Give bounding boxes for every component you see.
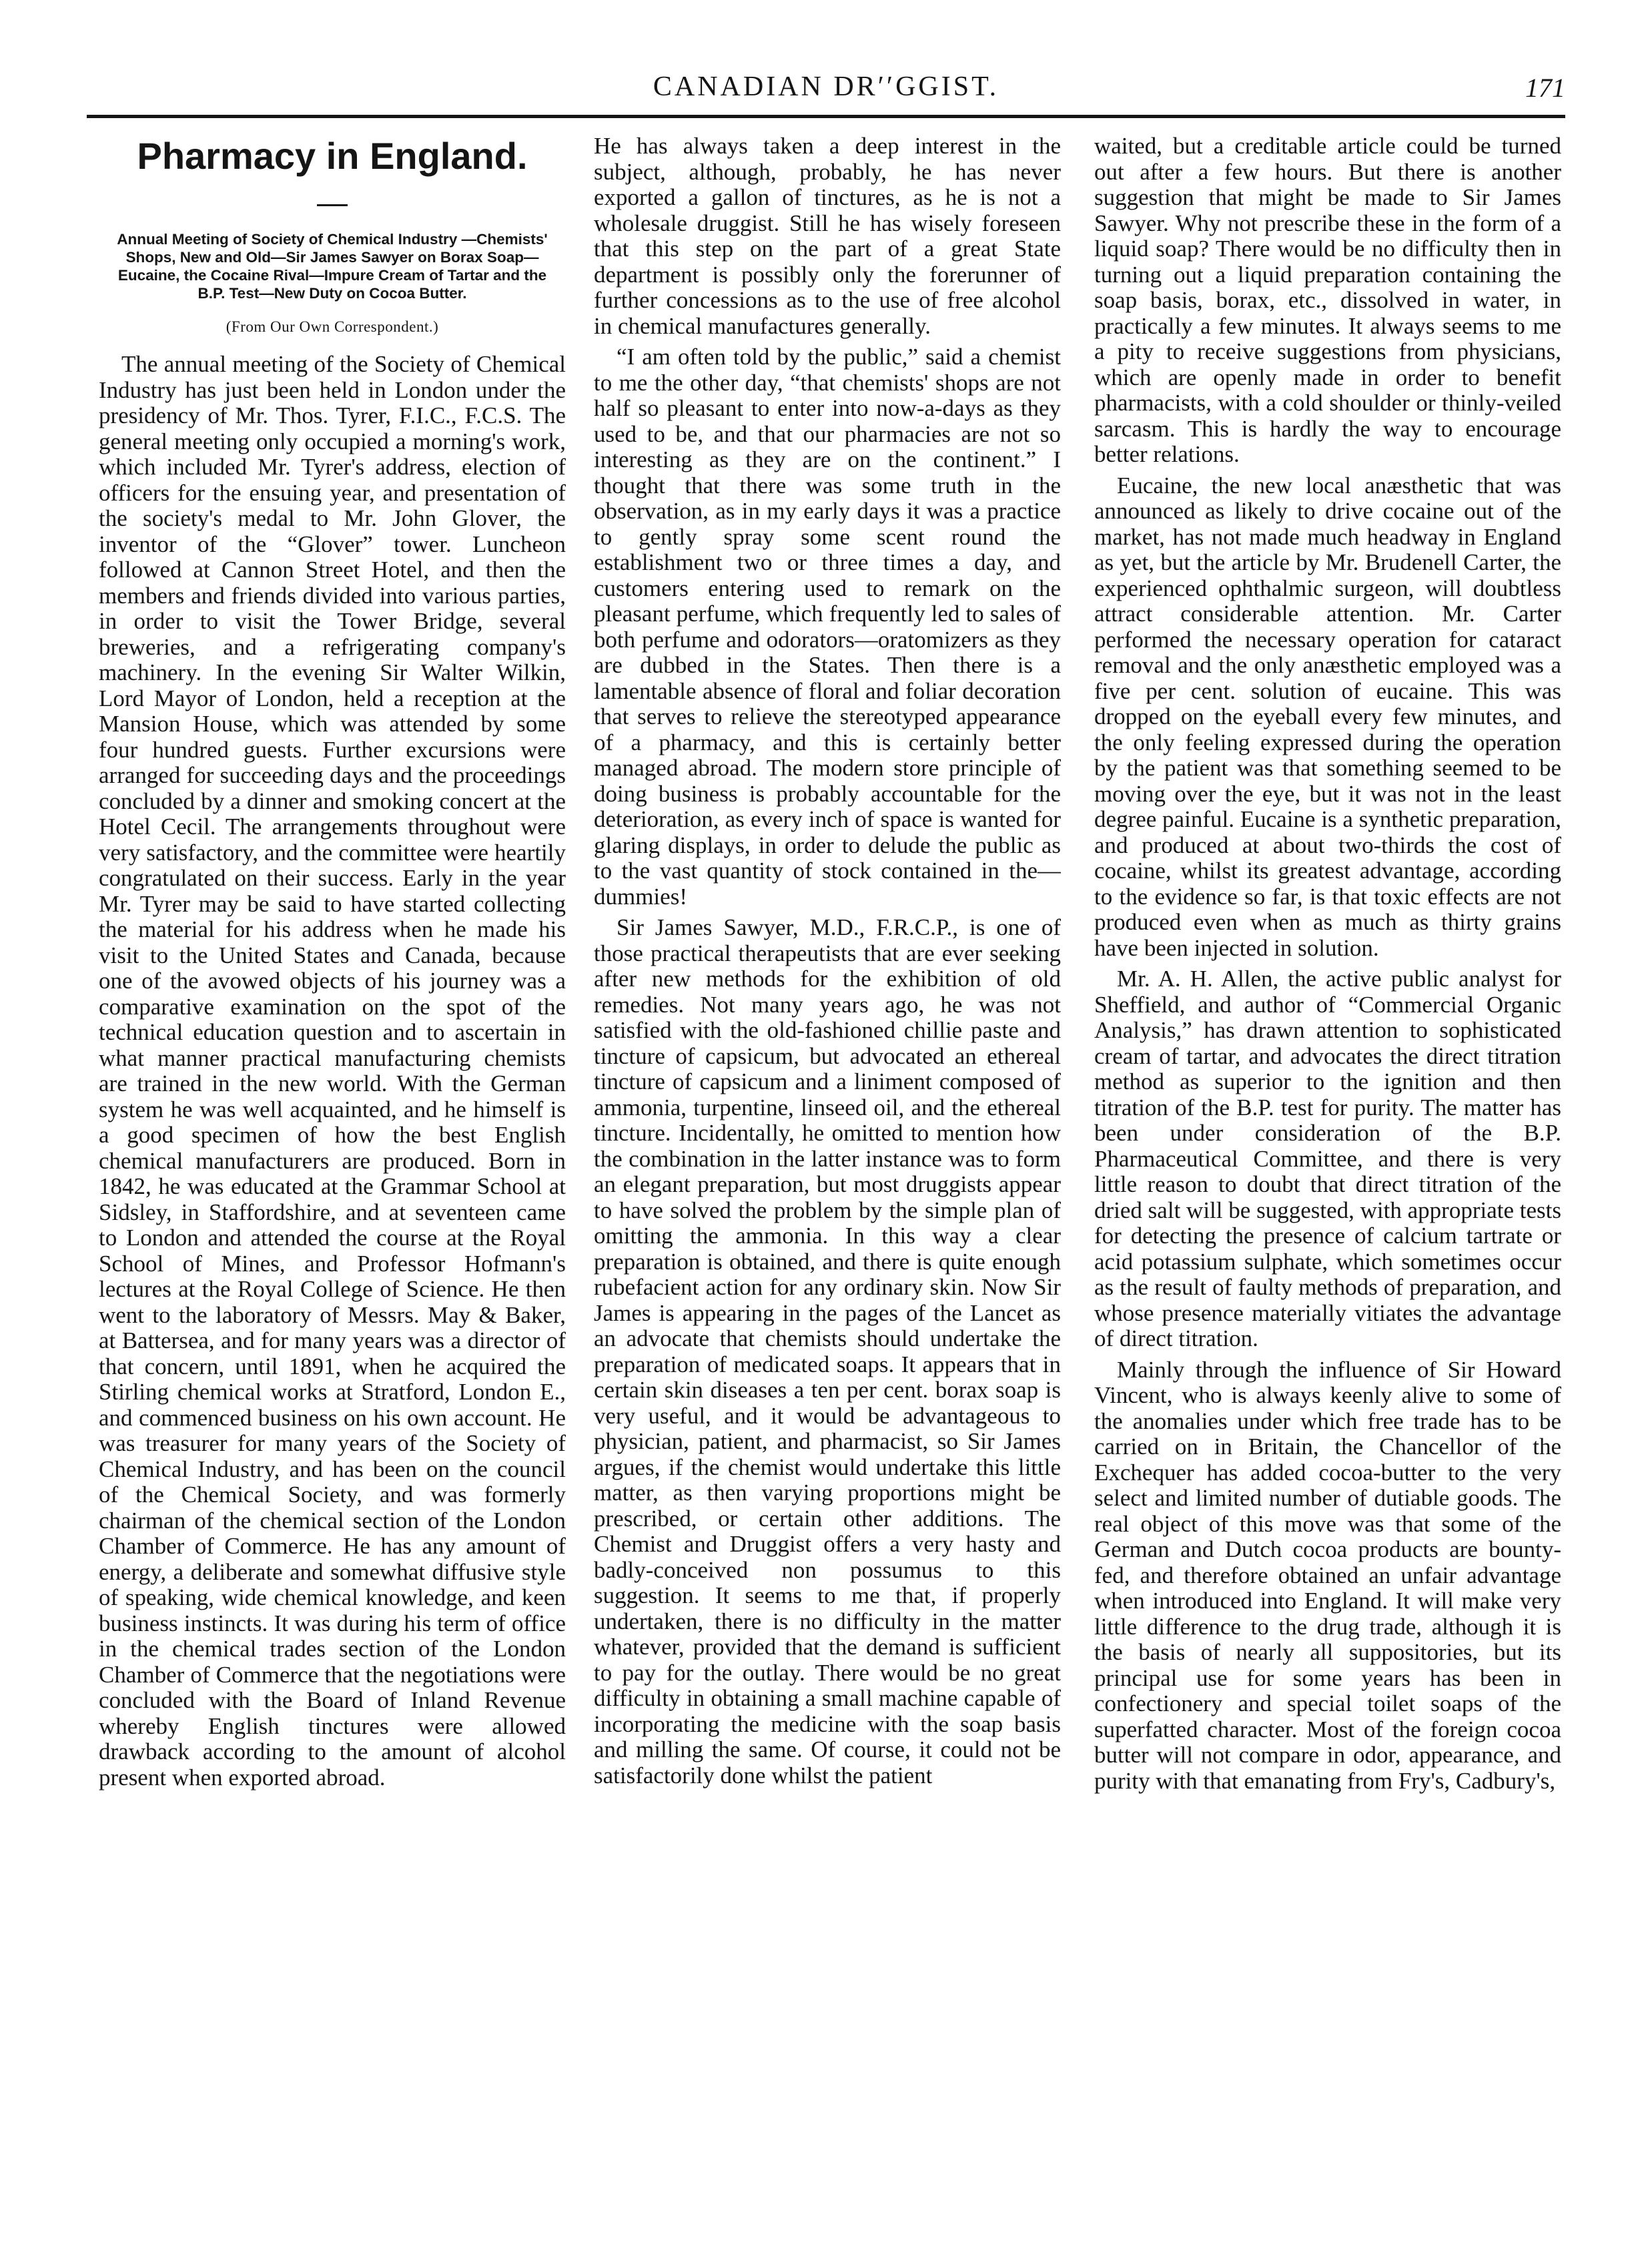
paragraph: Eucaine, the new local anæsthetic that was announced as likely to drive cocaine out of the market, has not made much headway in England as yet, but the article by Mr. Brudenell Carter, the experienced ophthalmic surgeon, will doubtless attract considerable attention. Mr. Carter performed the necessary operation for cataract removal and the only anæsthetic employed was a five per cent. solution of eucaine. This was dropped on the eyeball every few minutes, and the only feeling expressed during the operation by the patient was that something seemed to be moving over the eye, but it was not in the least degree painful. Eucaine is a synthetic preparation, and produced at about two-thirds the cost of cocaine, whilst its greatest advantage, according to the evidence so far, is that toxic effects are not produced even when as much as thirty grains have been injected in solution. (1094, 472, 1561, 961)
paragraph: The annual meeting of the Society of Chemical Industry has just been held in London under the presidency of Mr. Thos. Tyrer, F.I.C., F.C.S. The general meeting only occupied a morning's work, which included Mr. Tyrer's address, election of officers for the ensuing year, and presentation of the society's medal to Mr. John Glover, the inventor of the “Glover” tower. Luncheon followed at Cannon Street Hotel, and then the members and friends divided into various parties, in order to visit the Tower Bridge, several breweries, and a refrigerating company's machinery. In the evening Sir Walter Wilkin, Lord Mayor of London, held a reception at the Mansion House, which was attended by some four hundred guests. Further excursions were arranged for succeeding days and the proceedings concluded by a dinner and smoking concert at the Hotel Cecil. The arrangements throughout were very satisfactory, and the committee were heartily congratulated on their success. Early in the year Mr. Tyrer may be said to have started collecting the material for his address when he made his visit to the United States and Canada, because one of the avowed objects of his journey was a comparative examination on the spot of the technical education question and to ascertain in what manner practical manufacturing chemists are trained in the new world. With the German system he was well acquainted, and he himself is a good specimen of how the best English chemical manufacturers are produced. Born in 1842, he was educated at the Grammar School at Sidsley, in Staffordshire, and at seventeen came to London and attended the course at the Royal School of Mines, and Professor Hofmann's lectures at the Royal College of Science. He then went to the laboratory of Messrs. May & Baker, at Battersea, and for many years was a director of that concern, until 1891, when he acquired the Stirling chemical works at Stratford, London E., and commenced business on his own account. He was treasurer for many years of the Society of Chemical Industry, and has been on the council of the Chemical Society, and was formerly chairman of the chemical section of the London Chamber of Commerce. He has any amount of energy, a deliberate and somewhat diffusive style of speaking, wide chemical knowledge, and keen business instincts. It was during his term of office in the chemical trades section of the London Chamber of Commerce that the negotiations were concluded with the Board of Inland Revenue whereby English tinctures were allowed drawback according to the amount of alcohol present when exported abroad. (99, 351, 566, 1791)
paragraph: Mainly through the influence of Sir Howard Vincent, who is always keenly alive to some of the anomalies under which free trade has to be carried on in Britain, the Chancellor of the Exchequer has added cocoa-butter to the very select and limited number of dutiable goods. The real object of this move was that some of the German and Dutch cocoa products are bounty-fed, and therefore obtained an unfair advantage when introduced into England. It will make very little difference to the drug trade, although it is the basis of nearly all suppositories, but its principal use for some years has been in confectionery and special toilet soaps of the superfatted character. Most of the foreign cocoa butter will not compare in odor, appearance, and purity with that emanating from Fry's, Cadbury's, (1094, 1356, 1561, 1794)
paragraph: waited, but a creditable article could be turned out after a few hours. But there is another suggestion that might be made to Sir James Sawyer. Why not prescribe these in the form of a liquid soap? There would be no difficulty then in turning out a liquid preparation containing the soap basis, borax, etc., dissolved in water, in practically a few minutes. It always seems to me a pity to receive suggestions from physicians, which are openly made in order to benefit pharmacists, with a cold shoulder or thinly-veiled sarcasm. This is hardly the way to encourage better relations. (1094, 133, 1561, 467)
paragraph: Mr. A. H. Allen, the active public analyst for Sheffield, and author of “Commercial Organic Analysis,” has drawn attention to sophisticated cream of tartar, and advocates the direct titration method as superior to the ignition and then titration of the B.P. test for purity. The matter has been under consideration of the B.P. Pharmaceutical Committee, and there is very little reason to doubt that direct titration of the dried salt will be suggested, with appropriate tests for detecting the presence of calcium tartrate or acid potassium sulphate, which sometimes occur as the result of faulty methods of preparation, and whose presence materially vitiates the advantage of direct titration. (1094, 966, 1561, 1351)
title-divider (317, 204, 348, 206)
column-2 (594, 133, 1061, 2209)
header-rule (87, 115, 1565, 118)
column-3 (1094, 133, 1561, 2209)
page-number: 171 (1525, 73, 1565, 103)
column-1 (99, 133, 566, 2209)
paragraph: He has always taken a deep interest in the subject, although, probably, he has never exported a gallon of tinctures, as he is not a wholesale druggist. Still he has wisely foreseen that this step on the part of a great State department is possibly only the forerunner of further concessions as to the use of free alcohol in chemical manufactures generally. (594, 133, 1061, 339)
page-header (87, 65, 1565, 112)
article-title: Pharmacy in England. (137, 135, 528, 177)
paragraph: “I am often told by the public,” said a chemist to me the other day, “that chemists' shops are not half so pleasant to enter into now-a-days as they used to be, and that our pharmacies are not so interesting as they are on the continent.” I thought that there was some truth in the observation, as in my early days it was a practice to gently spray some scent round the establishment two or three times a day, and customers entering used to remark on the pleasant perfume, which frequently led to sales of both perfume and odorators—oratomizers as they are dubbed in the States. Then there is a lamentable absence of floral and foliar decoration that serves to relieve the stereotyped appearance of a pharmacy, and this is certainly better managed abroad. The modern store principle of doing business is probably accountable for the deterioration, as every inch of space is wanted for glaring displays, in order to delude the public as to the vast quantity of stock contained in the—dummies! (594, 344, 1061, 910)
paragraph: Sir James Sawyer, M.D., F.R.C.P., is one of those practical therapeutists that are ever seeking after new methods for the exhibition of old remedies. Not many years ago, he was not satisfied with the old-fashioned chillie paste and tincture of capsicum, but advocated an ethereal tincture of capsicum and a liniment composed of ammonia, turpentine, linseed oil, and the ethereal tincture. Incidentally, he omitted to mention how the combination in the latter instance was to form an elegant preparation, but most druggists appear to have solved the problem by the simple plan of omitting the ammonia. In this way a clear preparation is obtained, and there is quite enough rubefacient action for any ordinary skin. Now Sir James is appearing in the pages of the Lancet as an advocate that chemists should undertake the preparation of medicated soaps. It appears that in certain skin diseases a ten per cent. borax soap is very useful, and it would be advantageous to physician, patient, and pharmacist, so Sir James argues, if the chemist would undertake this little matter, as then varying proportions might be prescribed, or certain other additions. The Chemist and Druggist offers a very hasty and badly-conceived non possumus to this suggestion. It seems to me that, if properly undertaken, there is no difficulty in the matter whatever, provided that the demand is sufficient to pay for the outlay. There would be no great difficulty in obtaining a small machine capable of incorporating the medicine with the soap basis and milling the same. Of course, it could not be satisfactorily done whilst the patient (594, 914, 1061, 1789)
running-title: CANADIAN DRʹʹGGIST. (653, 71, 999, 102)
article-byline: (From Our Own Correspondent.) (226, 318, 439, 335)
article-subhead: Annual Meeting of Society of Chemical Industry —Chemists' Shops, New and Old—Sir James Sawyer on Borax Soap—Eucaine, the Cocaine Rival—Impure Cream of Tartar and the B.P. Test—New Duty on Cocoa Butter. (117, 231, 548, 302)
